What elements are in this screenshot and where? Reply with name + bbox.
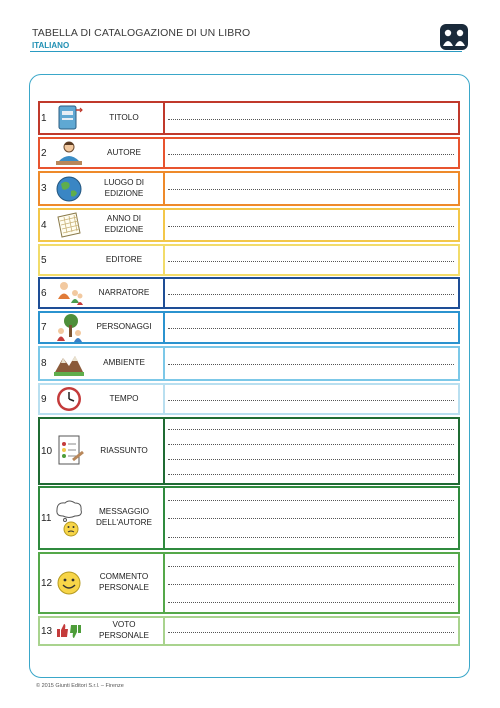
row-number: 13	[41, 625, 53, 637]
book-icon	[51, 103, 87, 133]
writer-icon	[51, 139, 87, 167]
row-number: 7	[41, 322, 47, 333]
row-anno-di-edizione	[38, 208, 460, 242]
calendar-icon	[51, 210, 87, 240]
field-label: COMMENTO PERSONALE	[98, 572, 150, 592]
row-number: 4	[41, 219, 47, 231]
answer-lines[interactable]	[165, 554, 458, 612]
answer-lines[interactable]	[165, 488, 458, 548]
field-label: PERSONAGGI	[96, 322, 152, 332]
subject-label: ITALIANO	[32, 41, 70, 50]
field-label: AMBIENTE	[103, 358, 145, 368]
field-label: LUOGO DI EDIZIONE	[103, 177, 145, 198]
answer-lines[interactable]	[165, 618, 458, 644]
answer-lines[interactable]	[165, 103, 458, 133]
row-tempo	[38, 383, 460, 415]
publisher-logo-icon	[440, 24, 468, 50]
clock-icon	[51, 385, 87, 413]
row-number: 11	[41, 512, 52, 524]
row-narratore	[38, 277, 460, 309]
row-number: 5	[41, 254, 47, 266]
row-ambiente	[38, 346, 460, 381]
row-number: 3	[41, 183, 47, 194]
answer-lines[interactable]	[165, 385, 458, 413]
header-divider	[30, 51, 462, 52]
summary-sheet-icon	[51, 419, 87, 483]
row-number: 2	[41, 147, 47, 159]
row-number: 6	[41, 287, 47, 299]
row-number: 8	[41, 358, 47, 369]
row-voto-personale	[38, 616, 460, 646]
answer-lines[interactable]	[165, 246, 458, 274]
field-label: NARRATORE	[98, 287, 150, 297]
storyteller-icon	[51, 279, 87, 307]
answer-lines[interactable]	[165, 419, 458, 483]
row-luogo-di-edizione	[38, 171, 460, 206]
field-label: TITOLO	[109, 112, 139, 122]
field-label: MESSAGGIO DELL'AUTORE	[95, 507, 152, 527]
row-number: 1	[41, 112, 47, 124]
globe-icon	[51, 173, 87, 204]
landscape-icon	[51, 348, 87, 379]
answer-lines[interactable]	[165, 313, 458, 342]
row-titolo	[38, 101, 460, 135]
answer-lines[interactable]	[165, 279, 458, 307]
field-label: RIASSUNTO	[100, 445, 148, 455]
row-commento-personale	[38, 552, 460, 614]
answer-lines[interactable]	[165, 210, 458, 240]
field-label: AUTORE	[107, 147, 141, 157]
row-number: 12	[41, 577, 53, 589]
field-label: TEMPO	[109, 393, 139, 403]
smiley-icon	[51, 554, 87, 612]
copyright-footer: © 2015 Giunti Editori S.r.l. – Firenze	[36, 683, 124, 689]
page-title: TABELLA DI CATALOGAZIONE DI UN LIBRO	[32, 27, 251, 39]
answer-lines[interactable]	[165, 139, 458, 167]
thinking-face-icon	[51, 488, 87, 548]
answer-lines[interactable]	[165, 173, 458, 204]
row-personaggi	[38, 311, 460, 344]
row-editore	[38, 244, 460, 276]
thumbs-icon	[51, 618, 87, 644]
row-number: 10	[41, 445, 53, 457]
row-messaggio-dell-autore	[38, 486, 460, 550]
row-riassunto	[38, 417, 460, 485]
row-autore	[38, 137, 460, 169]
field-label: EDITORE	[105, 254, 143, 264]
row-number: 9	[41, 393, 47, 405]
field-label: VOTO PERSONALE	[98, 620, 150, 640]
answer-lines[interactable]	[165, 348, 458, 379]
characters-icon	[51, 313, 87, 342]
field-label: ANNO DI EDIZIONE	[104, 214, 144, 234]
